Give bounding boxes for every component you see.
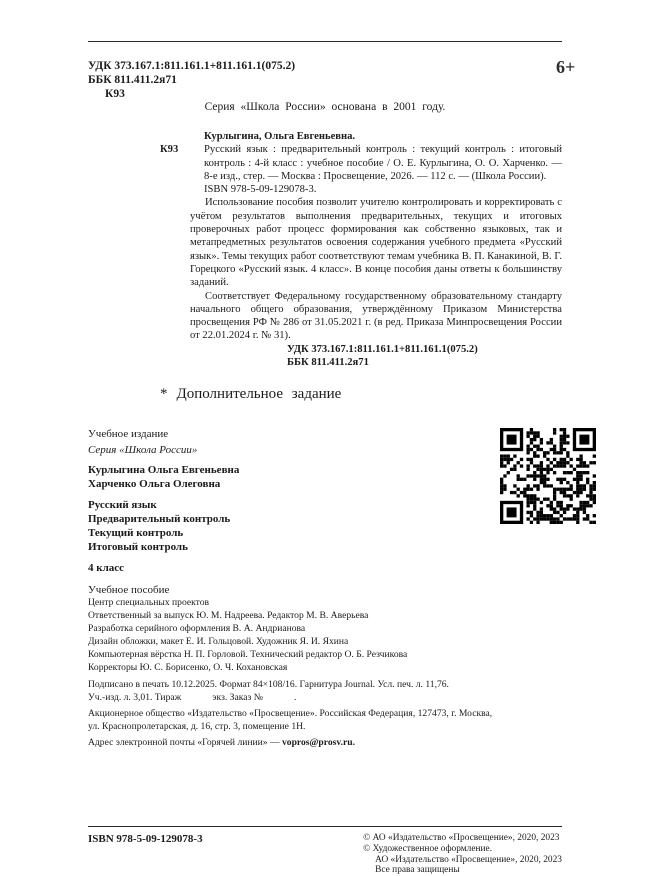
hotline-email-line bbox=[88, 736, 562, 749]
bbk-code: ББК 811.411.2я71 bbox=[88, 73, 177, 86]
production-staff-line: Корректоры Ю. С. Борисенко, О. Ч. Кохановская bbox=[88, 662, 288, 674]
copyright-line: © Художественное оформление. bbox=[363, 843, 493, 854]
edition-title bbox=[88, 498, 239, 554]
bbk-code-bottom: ББК 811.411.2я71 bbox=[287, 357, 369, 369]
catalog-entry bbox=[160, 130, 562, 369]
copyright-line: АО «Издательство «Просвещение», 2020, 2023 bbox=[375, 854, 562, 865]
catalog-author: Курлыгина, Ольга Евгеньевна. bbox=[204, 131, 356, 142]
classification-codes-bottom bbox=[190, 343, 562, 370]
bottom-rule bbox=[88, 826, 562, 827]
standard-compliance-paragraph: Соответствует Федеральному государственному образовательному стандарту начального общего образования, утверждённому Приказом Министерства просвещения РФ № 286 от 31.05.2021 г. (в ред. Приказа Минпросвещения России от 22.01.2024 г. № 31). bbox=[190, 290, 562, 342]
production-staff-line: Ответственный за выпуск Ю. М. Надреева. Редактор М. В. Аверьева bbox=[88, 610, 369, 622]
production-staff-line: Разработка серийного оформления В. А. Андрианова bbox=[88, 623, 306, 635]
footnote-text: Дополнительное задание bbox=[176, 386, 342, 402]
print-info-line: Уч.-изд. л. 3,01. Тираж экз. Заказ № . bbox=[88, 691, 297, 703]
top-rule bbox=[88, 41, 562, 42]
production-staff-line: Дизайн обложки, макет Е. И. Гольцовой. Художник Я. И. Яхина bbox=[88, 636, 349, 648]
edition-title-line: Текущий контроль bbox=[88, 527, 184, 539]
edition-subtitle: Учебное пособие bbox=[88, 584, 170, 596]
edition-author: Харченко Ольга Олеговна bbox=[88, 478, 221, 490]
footer-isbn: ISBN 978-5-09-129078-3 bbox=[88, 833, 203, 845]
copyright-line: © АО «Издательство «Просвещение», 2020, 2023 bbox=[363, 833, 560, 843]
catalog-author-mark: К93 bbox=[160, 144, 179, 156]
series-note: Серия «Школа России» основана в 2001 году. bbox=[204, 101, 446, 113]
udk-code-bottom: УДК 373.167.1:811.161.1+811.161.1(075.2) bbox=[287, 343, 478, 355]
production-staff-line: Компьютерная вёрстка Н. П. Горловой. Технический редактор О. Б. Резчикова bbox=[88, 649, 408, 661]
catalog-description: Русский язык : предварительный контроль : текущий контроль : итоговый контроль : 4-й класс : учебное пособие / О. Е. Курлыгина, О. О. Харченко. — 8-е изд., стер. — Москва : Просвещение, 2026. — 112 с. — (Школа России). bbox=[204, 144, 562, 182]
asterisk-marker: * bbox=[160, 386, 168, 402]
production-department: Центр специальных проектов bbox=[88, 597, 210, 608]
print-info-line: Подписано в печать 10.12.2025. Формат 84×108/16. Гарнитура Journal. Усл. печ. л. 11,76. bbox=[88, 678, 449, 690]
annotation-paragraph: Использование пособия позволит учителю контролировать и корректировать с учётом результатов выполнения предварительных, текущих и итоговых проверочных работ процесс формирования как собственно языковых, так и метапредметных результатов освоения содержания учебного предмета «Русский язык». Темы текущих работ соответствуют темам учебника В. П. Канакиной, В. Г. Горецкого «Русский язык. 4 класс». В конце пособия даны ответы к большинству заданий. bbox=[190, 197, 562, 289]
edition-grade: 4 класс bbox=[88, 562, 125, 574]
footer bbox=[88, 833, 562, 876]
copyright-block bbox=[363, 833, 562, 876]
catalog-body bbox=[160, 143, 562, 183]
edition-title-line: Предварительный контроль bbox=[88, 513, 231, 525]
production-info bbox=[88, 596, 562, 749]
edition-author: Курлыгина Ольга Евгеньевна bbox=[88, 464, 240, 476]
edition-title-line: Итоговый контроль bbox=[88, 541, 188, 553]
classification-codes bbox=[88, 60, 295, 101]
edition-info bbox=[88, 427, 239, 597]
author-mark-code: К93 bbox=[105, 87, 125, 100]
edition-title-line: Русский язык bbox=[88, 499, 157, 511]
footnote bbox=[160, 386, 341, 403]
hotline-email: vopros@prosv.ru. bbox=[281, 736, 356, 748]
age-rating-badge: 6+ bbox=[556, 57, 576, 77]
copyright-line: Все права защищены bbox=[375, 865, 460, 876]
publisher-address-line: Акционерное общество «Издательство «Просвещение». Российская Федерация, 127473, г. Москва, bbox=[88, 707, 493, 719]
udk-code: УДК 373.167.1:811.161.1+811.161.1(075.2) bbox=[88, 60, 296, 72]
edition-kind: Учебное издание bbox=[88, 428, 169, 440]
qr-code bbox=[500, 428, 596, 524]
edition-authors bbox=[88, 463, 239, 491]
catalog-isbn: ISBN 978-5-09-129078-3. bbox=[204, 184, 317, 196]
edition-series: Серия «Школа России» bbox=[88, 444, 198, 456]
hotline-email-prefix: Адрес электронной почты «Горячей линии» — bbox=[88, 736, 282, 748]
publisher-address-line: ул. Краснопролетарская, д. 16, стр. 3, помещение 1Н. bbox=[88, 720, 306, 732]
